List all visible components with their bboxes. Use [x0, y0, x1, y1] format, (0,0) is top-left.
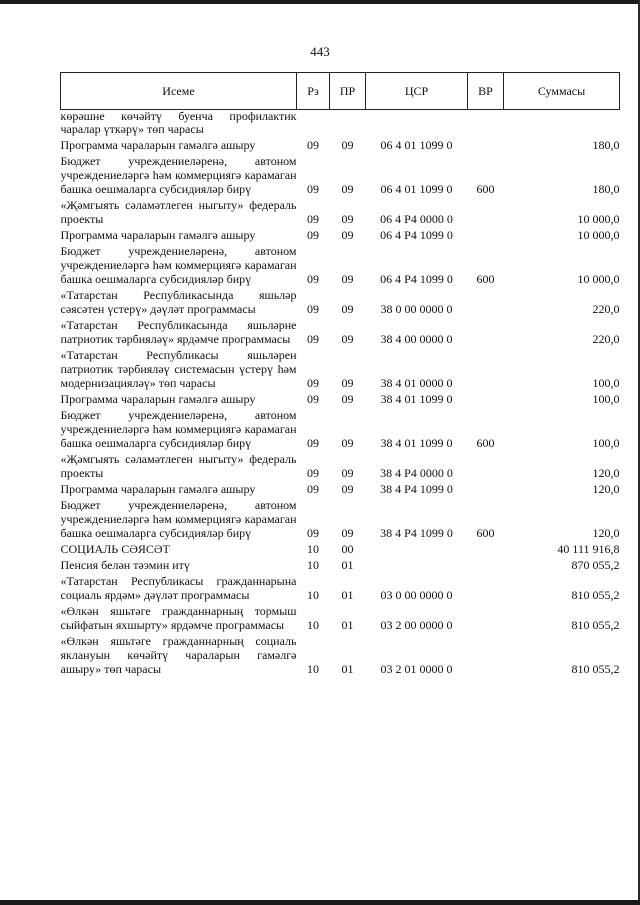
cell-sum: 10 000,0 — [577, 212, 620, 226]
cell-csr: 38 0 00 0000 0 — [380, 302, 453, 316]
header-vr: ВР — [468, 73, 504, 110]
cell-sum: 100,0 — [592, 392, 620, 406]
cell-name: «Татарстан Республикасы гражданнарына социаль ярдәм» дәүләт программасы — [60, 574, 297, 602]
cell-csr — [366, 541, 468, 557]
cell-sum: 810 055,2 — [571, 662, 620, 676]
cell-csr: 03 2 01 0000 0 — [380, 662, 453, 676]
cell-csr: 38 4 01 1099 0 — [380, 436, 453, 450]
cell-csr: 38 4 Р4 0000 0 — [380, 466, 453, 480]
cell-csr: 38 4 Р4 1099 0 — [380, 526, 453, 540]
cell-csr: 06 4 Р4 1099 0 — [380, 272, 453, 286]
cell-vr — [468, 137, 504, 153]
table-row — [61, 541, 620, 557]
cell-rz: 09 — [307, 376, 319, 390]
cell-rz: 09 — [307, 138, 319, 152]
cell-sum: 180,0 — [592, 138, 620, 152]
cell-rz: 10 — [307, 588, 319, 602]
cell-vr — [468, 541, 504, 557]
cell-vr — [468, 110, 504, 138]
cell-pr: 09 — [341, 138, 354, 152]
cell-csr: 06 4 Р4 1099 0 — [380, 228, 453, 242]
cell-sum: 120,0 — [592, 466, 620, 480]
cell-name: көрәшне көчәйтү буенча профилактик чаралар үткәрү» төп чарасы — [60, 109, 297, 136]
cell-name: Бюджет учреждениеләренә, автоном учреждениеләргә һәм коммерциягә карамаган башка оешмаларга субсидияләр бирү — [60, 154, 297, 196]
cell-csr: 06 4 01 1099 0 — [380, 182, 453, 196]
cell-rz: 10 — [307, 662, 319, 676]
table-row — [61, 603, 620, 633]
cell-sum: 220,0 — [592, 332, 620, 346]
cell-pr: 01 — [341, 618, 354, 632]
cell-pr: 01 — [341, 588, 354, 602]
table-row — [61, 407, 620, 451]
cell-rz: 09 — [307, 482, 319, 496]
cell-pr: 09 — [341, 212, 354, 226]
cell-rz — [297, 110, 330, 138]
cell-csr: 38 4 01 0000 0 — [380, 376, 453, 390]
cell-rz: 10 — [307, 558, 319, 572]
cell-name: Пенсия белән тәэмин итү — [60, 558, 190, 572]
cell-pr: 09 — [341, 376, 354, 390]
cell-rz: 09 — [307, 466, 319, 480]
cell-name: «Җәмгыять сәламәтлеген ныгыту» федераль проекты — [60, 452, 297, 480]
cell-name: Программа чараларын гамәлгә ашыру — [60, 138, 256, 152]
cell-rz: 09 — [307, 302, 319, 316]
cell-name: «Өлкән яшьтәге гражданнарның социаль яклануын көчәйтү чараларын гамәлгә ашыру» төп чарасы — [60, 634, 297, 676]
table-header-row — [61, 73, 620, 110]
header-sum: Суммасы — [504, 73, 620, 110]
cell-rz: 09 — [307, 272, 319, 286]
cell-sum: 870 055,2 — [571, 558, 620, 572]
cell-sum: 100,0 — [592, 376, 620, 390]
cell-pr: 00 — [341, 542, 354, 556]
scan-bottom-edge — [0, 900, 640, 905]
cell-name: «Татарстан Республикасында яшьләрне патриотик тәрбияләү» ярдәмче программасы — [60, 318, 297, 346]
cell-csr: 38 4 00 0000 0 — [380, 332, 453, 346]
cell-csr: 03 2 00 0000 0 — [380, 618, 453, 632]
cell-sum: 40 111 916,8 — [557, 542, 620, 556]
cell-rz: 09 — [307, 436, 319, 450]
table-body — [61, 110, 620, 678]
cell-name: Бюджет учреждениеләренә, автоном учреждениеләргә һәм коммерциягә карамаган башка оешмаларга субсидияләр бирү — [60, 408, 297, 450]
cell-rz: 09 — [307, 392, 319, 406]
cell-vr — [468, 227, 504, 243]
cell-name: Программа чараларын гамәлгә ашыру — [60, 482, 256, 496]
cell-vr — [468, 573, 504, 603]
cell-name: «Җәмгыять сәламәтлеген ныгыту» федераль проекты — [60, 198, 297, 226]
cell-rz: 10 — [307, 618, 319, 632]
table-row — [61, 137, 620, 153]
cell-pr — [330, 110, 366, 138]
cell-vr: 600 — [476, 436, 495, 450]
cell-pr: 09 — [341, 526, 354, 540]
cell-sum: 10 000,0 — [577, 272, 620, 286]
header-rz: Рз — [297, 73, 330, 110]
cell-vr — [468, 451, 504, 481]
table-row — [61, 497, 620, 541]
cell-pr: 01 — [341, 662, 354, 676]
cell-rz: 09 — [307, 182, 319, 196]
cell-vr — [468, 481, 504, 497]
cell-pr: 09 — [341, 182, 354, 196]
cell-vr: 600 — [476, 182, 495, 196]
cell-vr — [468, 347, 504, 391]
table-row — [61, 451, 620, 481]
cell-sum: 810 055,2 — [571, 618, 620, 632]
table-row — [61, 573, 620, 603]
cell-name: «Татарстан Республикасында яшьләр сәясәтен үстерү» дәүләт программасы — [60, 288, 297, 316]
cell-name: Бюджет учреждениеләренә, автоном учреждениеләргә һәм коммерциягә карамаган башка оешмаларга субсидияләр бирү — [60, 244, 297, 286]
cell-sum: 810 055,2 — [571, 588, 620, 602]
cell-sum: 120,0 — [592, 526, 620, 540]
table-row — [61, 481, 620, 497]
budget-table-container — [60, 72, 619, 677]
cell-vr: 600 — [476, 526, 495, 540]
cell-pr: 09 — [341, 466, 354, 480]
table-row — [61, 227, 620, 243]
header-pr: ПР — [330, 73, 366, 110]
cell-csr — [366, 110, 468, 138]
cell-rz: 09 — [307, 526, 319, 540]
scan-top-edge — [0, 0, 640, 4]
cell-vr — [468, 633, 504, 677]
cell-vr — [468, 287, 504, 317]
cell-rz: 09 — [307, 332, 319, 346]
table-row — [61, 391, 620, 407]
cell-pr: 09 — [341, 332, 354, 346]
cell-rz: 10 — [307, 542, 319, 556]
cell-csr — [366, 557, 468, 573]
cell-rz: 09 — [307, 228, 319, 242]
cell-vr — [468, 391, 504, 407]
cell-vr — [468, 557, 504, 573]
table-row — [61, 243, 620, 287]
cell-sum — [504, 110, 620, 138]
cell-csr: 06 4 01 1099 0 — [380, 138, 453, 152]
cell-name: Программа чараларын гамәлгә ашыру — [60, 228, 256, 242]
cell-sum: 180,0 — [592, 182, 620, 196]
cell-csr: 38 4 Р4 1099 0 — [380, 482, 453, 496]
cell-sum: 220,0 — [592, 302, 620, 316]
header-csr: ЦСР — [366, 73, 468, 110]
table-row — [61, 153, 620, 197]
cell-name: СОЦИАЛЬ СӘЯСӘТ — [60, 542, 170, 556]
cell-csr: 03 0 00 0000 0 — [380, 588, 453, 602]
table-row — [61, 347, 620, 391]
cell-sum: 100,0 — [592, 436, 620, 450]
cell-pr: 09 — [341, 272, 354, 286]
table-row — [61, 287, 620, 317]
cell-pr: 09 — [341, 482, 354, 496]
cell-name: «Өлкән яшьтәге гражданнарның тормыш сыйфатын яхшырту» ярдәмче программасы — [60, 604, 297, 632]
cell-sum: 10 000,0 — [577, 228, 620, 242]
table-row — [61, 557, 620, 573]
table-row — [61, 110, 620, 138]
cell-csr: 38 4 01 1099 0 — [380, 392, 453, 406]
cell-vr — [468, 317, 504, 347]
budget-table — [60, 72, 620, 677]
cell-name: «Татарстан Республикасы яшьләрен патриотик тәрбияләү системасын үстерү һәм модернизацияләү» төп чарасы — [60, 348, 297, 390]
cell-vr: 600 — [476, 272, 495, 286]
cell-pr: 09 — [341, 228, 354, 242]
table-row — [61, 197, 620, 227]
cell-pr: 09 — [341, 302, 354, 316]
table-row — [61, 317, 620, 347]
cell-name: Программа чараларын гамәлгә ашыру — [60, 392, 256, 406]
page-number: 443 — [310, 44, 330, 59]
cell-name: Бюджет учреждениеләренә, автоном учреждениеләргә һәм коммерциягә карамаган башка оешмаларга субсидияләр бирү — [60, 498, 297, 540]
cell-rz: 09 — [307, 212, 319, 226]
table-row — [61, 633, 620, 677]
cell-pr: 09 — [341, 436, 354, 450]
cell-csr: 06 4 Р4 0000 0 — [380, 212, 453, 226]
header-name: Исеме — [61, 73, 297, 110]
cell-sum: 120,0 — [592, 482, 620, 496]
cell-pr: 01 — [341, 558, 354, 572]
cell-vr — [468, 197, 504, 227]
cell-pr: 09 — [341, 392, 354, 406]
cell-vr — [468, 603, 504, 633]
